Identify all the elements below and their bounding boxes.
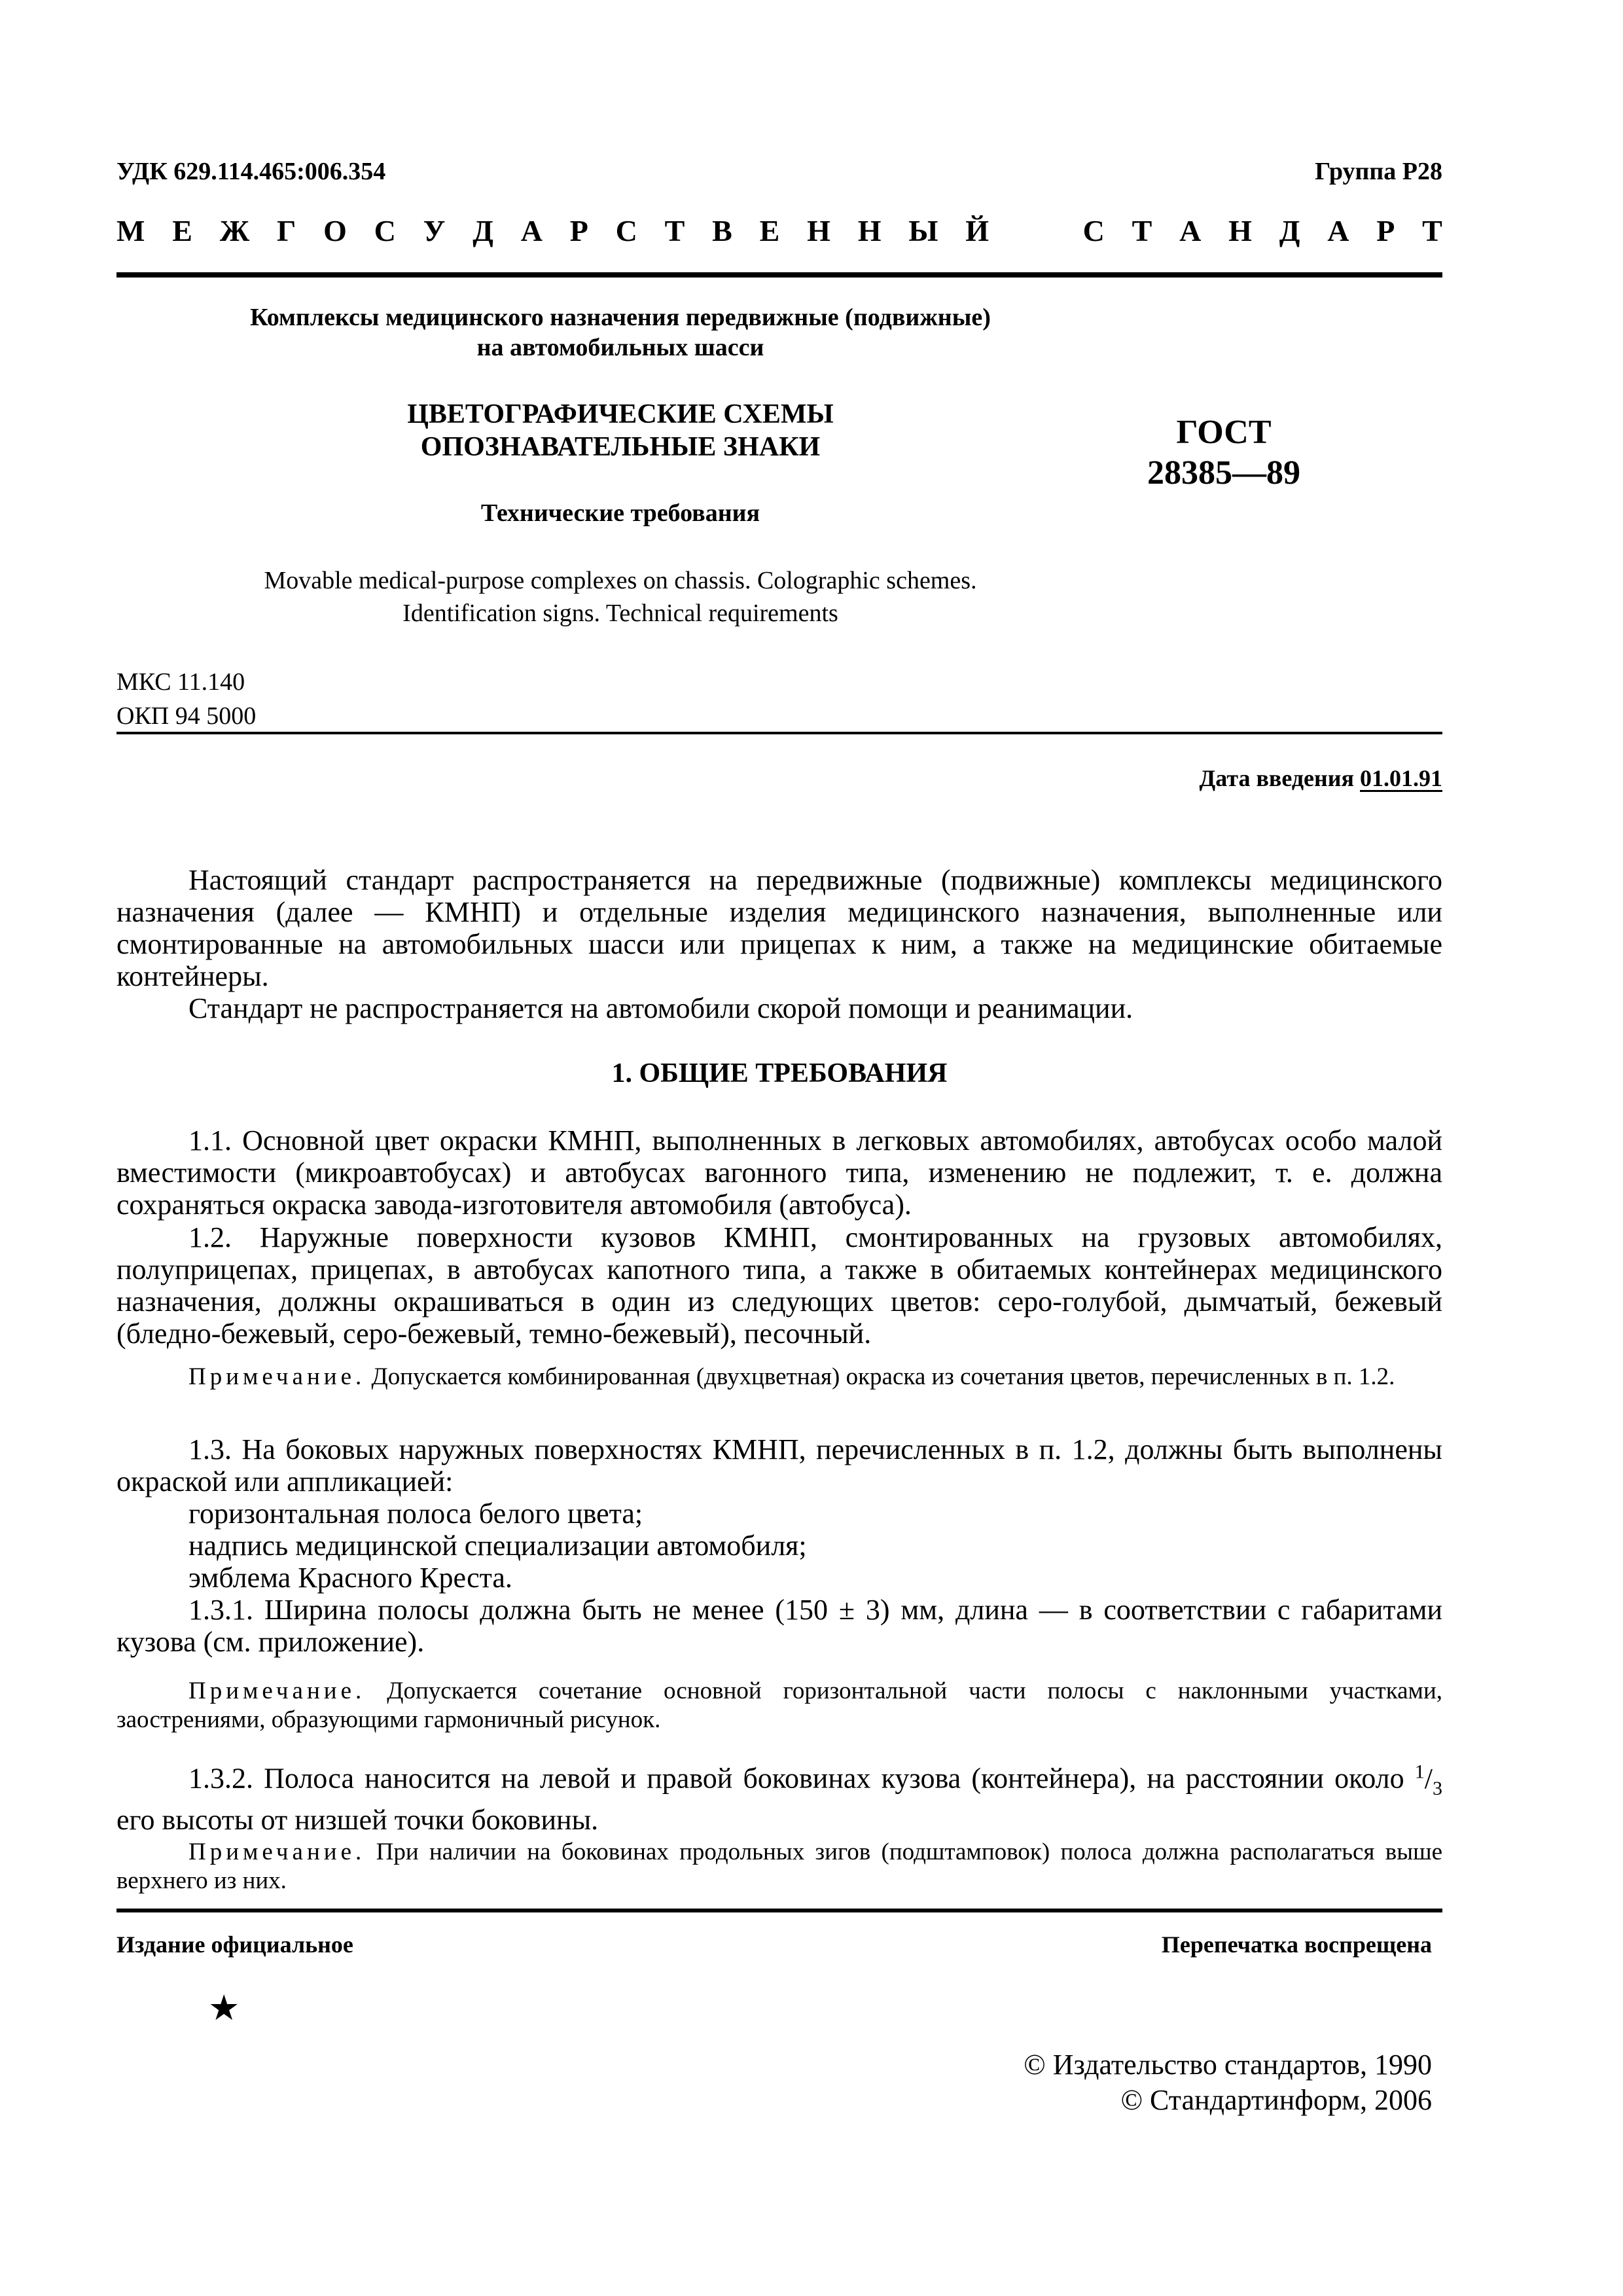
heading-letter: Р bbox=[1376, 214, 1395, 247]
clause-1-3-2-text-b: его высоты от низшей точки боковины. bbox=[116, 1804, 599, 1837]
main-title bbox=[116, 398, 1124, 463]
note-3-text: При наличии на боковинах продольных зигов (подштамповок) полоса должна располагаться выше верхнего из них. bbox=[116, 1839, 1442, 1894]
fraction-one-third: $^1/_3$ bbox=[1414, 1761, 1442, 1799]
intro-date-label: Дата введения bbox=[1199, 765, 1354, 791]
title-block bbox=[116, 302, 1124, 363]
heading-letter: Ы bbox=[908, 214, 938, 247]
heading-letter: А bbox=[1327, 214, 1349, 247]
heading-letter: Т bbox=[1132, 214, 1152, 247]
header-rule bbox=[116, 272, 1442, 278]
heading-letter: Д bbox=[473, 214, 493, 247]
heading-letter: С bbox=[1082, 214, 1105, 247]
codes-rule bbox=[116, 732, 1442, 734]
footer-rule bbox=[116, 1909, 1442, 1912]
clause-1-3-list bbox=[116, 1498, 1442, 1594]
fraction-numerator: 1 bbox=[1414, 1761, 1425, 1782]
udk-code: УДК 629.114.465:006.354 bbox=[116, 158, 386, 185]
list-item: эмблема Красного Креста. bbox=[188, 1562, 512, 1594]
heading-letter: А bbox=[520, 214, 543, 247]
heading-letter: Ж bbox=[219, 214, 250, 247]
official-edition: Издание официальное bbox=[116, 1931, 353, 1958]
main-title-line2: ОПОЗНАВАТЕЛЬНЫЕ ЗНАКИ bbox=[420, 432, 821, 462]
list-item: надпись медицинской специализации автомобиля; bbox=[188, 1530, 807, 1562]
note-1-text: Допускается комбинированная (двухцветная) окраска из сочетания цветов, перечисленных в п. 1.2. bbox=[371, 1363, 1395, 1390]
heading-letter: Д bbox=[1279, 214, 1300, 247]
title-line2: на автомобильных шасси bbox=[476, 334, 764, 361]
heading-letter: Р bbox=[569, 214, 588, 247]
heading-letter: Н bbox=[857, 214, 882, 247]
intro-date-value: 01.01.91 bbox=[1360, 765, 1442, 791]
clause-1-2: 1.2. Наружные поверхности кузовов КМНП, смонтированных на грузовых автомобилях, полуприцепах, прицепах, в автобусах капотного типа, а также в обитаемых контейнерах медицинского назначения, должны окрашиваться в один из следующих цветов: серо-голубой, дымчатый, бежевый (бледно-бежевый, серо-бежевый, темно-бежевый), песочный. bbox=[116, 1221, 1442, 1350]
group-code: Группа Р28 bbox=[1315, 158, 1442, 185]
heading-letter: М bbox=[116, 214, 145, 247]
note-label: Примечание. bbox=[188, 1363, 366, 1390]
copyright-block bbox=[1024, 2047, 1432, 2118]
gost-number: 28385—89 bbox=[1147, 454, 1300, 492]
clause-1-3-2-text-a: 1.3.2. Полоса наносится на левой и правой боковинах кузова (контейнера), на расстоянии около bbox=[188, 1762, 1415, 1795]
note-3 bbox=[116, 1838, 1442, 1895]
word-gap bbox=[1016, 213, 1056, 248]
heading-letter: Т bbox=[664, 214, 685, 247]
heading-letter: Г bbox=[276, 214, 296, 247]
heading-letter: Е bbox=[759, 214, 780, 247]
classification-codes bbox=[116, 665, 256, 733]
note-1 bbox=[116, 1363, 1442, 1391]
heading-letter: С bbox=[374, 214, 396, 247]
gost-designation bbox=[1126, 412, 1322, 493]
english-title-line2: Identification signs. Technical requirements bbox=[402, 600, 838, 627]
clause-1-3: 1.3. На боковых наружных поверхностях КМНП, перечисленных в п. 1.2, должны быть выполнены окраской или аппликацией: bbox=[116, 1433, 1442, 1498]
intro-paragraph: Настоящий стандарт распространяется на передвижные (подвижные) комплексы медицинского назначения (далее — КМНП) и отдельные изделия медицинского назначения, выполненные или смонтированные на автомобильных шасси или прицепах к ним, а также на медицинские обитаемые контейнеры. bbox=[116, 864, 1442, 992]
standard-type-heading bbox=[116, 213, 1442, 248]
heading-letter: Е bbox=[172, 214, 192, 247]
heading-letter: Й bbox=[965, 214, 990, 247]
note-label: Примечание. bbox=[188, 1839, 366, 1865]
heading-letter: Н bbox=[1228, 214, 1252, 247]
heading-letter: Т bbox=[1422, 214, 1442, 247]
clause-1-3-1: 1.3.1. Ширина полосы должна быть не менее (150 ± 3) мм, длина — в соответствии с габаритами кузова (см. приложение). bbox=[116, 1594, 1442, 1658]
heading-letter: А bbox=[1179, 214, 1202, 247]
intro-scope-exclusion: Стандарт не распространяется на автомобили скорой помощи и реанимации. bbox=[188, 992, 1133, 1024]
section-heading: 1. ОБЩИЕ ТРЕБОВАНИЯ bbox=[611, 1058, 948, 1088]
fraction-denominator: 3 bbox=[1433, 1777, 1442, 1799]
heading-letter: У bbox=[423, 214, 446, 247]
main-title-line1: ЦВЕТОГРАФИЧЕСКИЕ СХЕМЫ bbox=[407, 399, 834, 429]
heading-letter: О bbox=[323, 214, 347, 247]
mks-code: МКС 11.140 bbox=[116, 668, 245, 696]
reprint-prohibited: Перепечатка воспрещена bbox=[1161, 1931, 1432, 1958]
intro-date bbox=[1200, 764, 1443, 792]
copyright-2006: © Стандартинформ, 2006 bbox=[1120, 2084, 1432, 2116]
heading-letter: В bbox=[712, 214, 732, 247]
star-icon: ★ bbox=[208, 1988, 240, 2028]
clause-1-1: 1.1. Основной цвет окраски КМНП, выполненных в легковых автомобилях, автобусах особо малой вместимости (микроавтобусах) и автобусах вагонного типа, изменению не подлежит, т. е. должна сохраняться окраска завода-изготовителя автомобиля (автобуса). bbox=[116, 1124, 1442, 1221]
english-title bbox=[116, 564, 1124, 630]
title-line1: Комплексы медицинского назначения передвижные (подвижные) bbox=[250, 304, 991, 331]
clause-1-3-2 bbox=[116, 1755, 1442, 1836]
english-title-line1: Movable medical-purpose complexes on chassis. Colographic schemes. bbox=[264, 567, 977, 594]
list-item: горизонтальная полоса белого цвета; bbox=[188, 1498, 643, 1530]
heading-letter: С bbox=[615, 214, 637, 247]
subtitle: Технические требования bbox=[480, 499, 760, 527]
heading-letter: Н bbox=[807, 214, 830, 247]
note-label: Примечание. bbox=[188, 1677, 366, 1704]
note-2 bbox=[116, 1677, 1442, 1734]
gost-label: ГОСТ bbox=[1176, 414, 1272, 451]
copyright-1990: © Издательство стандартов, 1990 bbox=[1024, 2049, 1432, 2081]
note-2-text: Допускается сочетание основной горизонтальной части полосы с наклонными участками, заострениями, образующими гармоничный рисунок. bbox=[116, 1677, 1443, 1733]
okp-code: ОКП 94 5000 bbox=[116, 702, 257, 730]
